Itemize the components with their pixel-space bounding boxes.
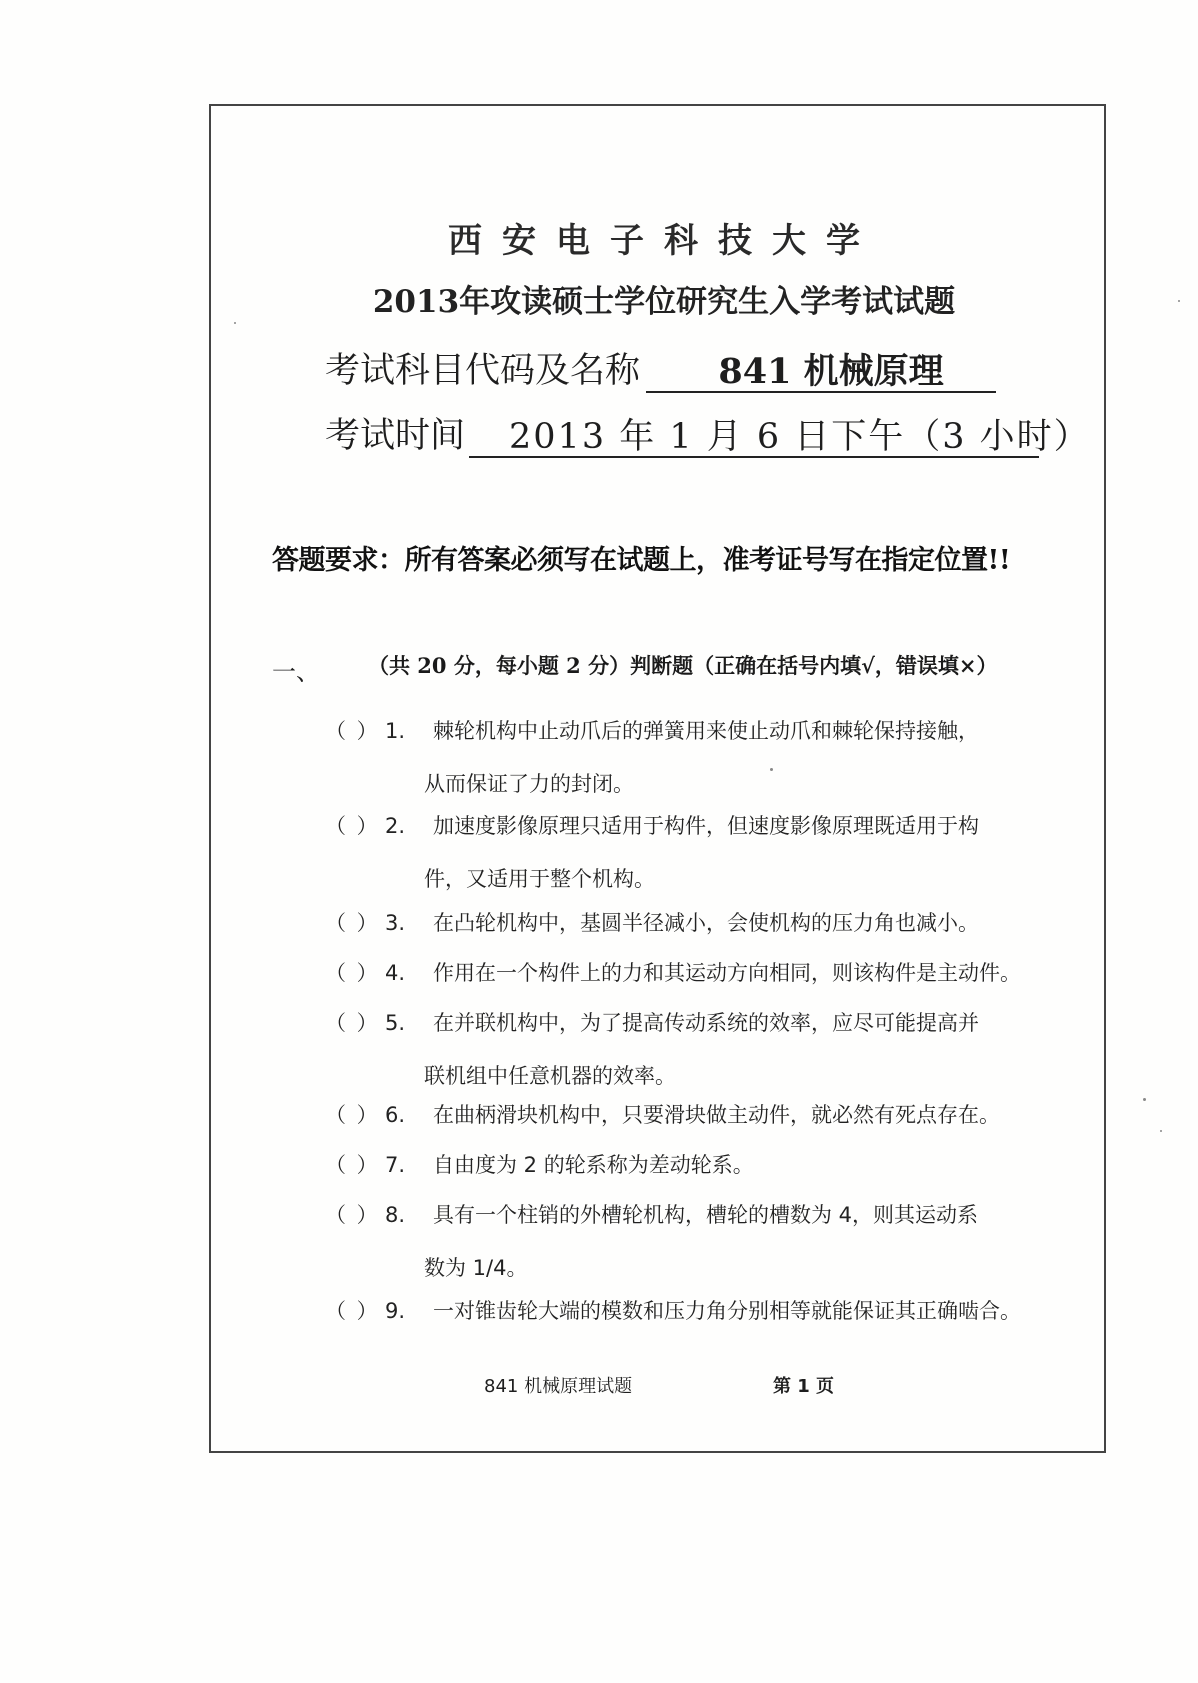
scan-speck	[234, 322, 236, 324]
question-text: 具有一个柱销的外槽轮机构，槽轮的槽数为 4，则其运动系	[433, 1203, 979, 1227]
answer-bracket[interactable]: （ ）	[325, 911, 380, 935]
scan-speck	[770, 768, 773, 771]
question-text: 作用在一个构件上的力和其运动方向相同，则该构件是主动件。	[433, 961, 1021, 985]
question-text-continued: 件，又适用于整个机构。	[424, 867, 655, 891]
subject-value: 841 机械原理	[646, 353, 996, 393]
section-description: （共 20 分，每小题 2 分）判断题（正确在括号内填√，错误填×）	[368, 653, 998, 678]
question-number: 1.	[385, 719, 406, 743]
answer-bracket[interactable]: （ ）	[325, 1011, 380, 1035]
question-number: 3.	[385, 911, 406, 935]
scan-speck	[1143, 1098, 1146, 1101]
question-item	[325, 1202, 978, 1228]
time-row	[325, 408, 1091, 458]
question-text: 棘轮机构中止动爪后的弹簧用来使止动爪和棘轮保持接触，	[433, 719, 979, 743]
question-number: 9.	[385, 1299, 406, 1323]
subject-label: 考试科目代码及名称	[325, 351, 641, 391]
question-text-continued: 数为 1/4。	[424, 1256, 528, 1280]
answer-bracket[interactable]: （ ）	[325, 1153, 380, 1177]
section-number: 一、	[272, 658, 320, 686]
answer-bracket[interactable]: （ ）	[325, 961, 380, 985]
footer-title: 841 机械原理试题	[484, 1376, 633, 1397]
scan-speck	[1160, 1130, 1162, 1132]
question-number: 2.	[385, 814, 406, 838]
question-item	[325, 813, 979, 839]
question-text: 在并联机构中，为了提高传动系统的效率，应尽可能提高并	[433, 1011, 979, 1035]
university-name: 西安电子科技大学	[448, 221, 880, 261]
answer-bracket[interactable]: （ ）	[325, 719, 380, 743]
question-item	[325, 1010, 979, 1036]
question-item	[325, 910, 979, 936]
question-number: 5.	[385, 1011, 406, 1035]
answer-bracket[interactable]: （ ）	[325, 814, 380, 838]
question-number: 4.	[385, 961, 406, 985]
answer-requirement: 答题要求：所有答案必须写在试题上，准考证号写在指定位置!!	[272, 545, 1011, 576]
question-item	[325, 960, 1021, 986]
scan-speck	[1178, 300, 1180, 302]
footer-page-number: 第 1 页	[773, 1376, 835, 1397]
exam-title: 2013年攻读硕士学位研究生入学考试试题	[372, 284, 956, 320]
question-text: 加速度影像原理只适用于构件，但速度影像原理既适用于构	[433, 814, 979, 838]
question-number: 7.	[385, 1153, 406, 1177]
question-number: 8.	[385, 1203, 406, 1227]
question-text-continued: 联机组中任意机器的效率。	[424, 1064, 676, 1088]
question-text: 在曲柄滑块机构中，只要滑块做主动件，就必然有死点存在。	[433, 1103, 1000, 1127]
time-value: 2013 年 1 月 6 日下午（3 小时）	[469, 418, 1039, 458]
question-text: 一对锥齿轮大端的模数和压力角分别相等就能保证其正确啮合。	[433, 1299, 1021, 1323]
time-label: 考试时间	[325, 416, 466, 456]
question-text: 在凸轮机构中，基圆半径减小，会使机构的压力角也减小。	[433, 911, 979, 935]
question-text-continued: 从而保证了力的封闭。	[424, 772, 634, 796]
answer-bracket[interactable]: （ ）	[325, 1299, 380, 1323]
question-item	[325, 1298, 1021, 1324]
question-item	[325, 1152, 754, 1178]
subject-row	[325, 343, 996, 393]
answer-bracket[interactable]: （ ）	[325, 1103, 380, 1127]
question-item	[325, 1102, 1000, 1128]
question-number: 6.	[385, 1103, 406, 1127]
question-item	[325, 718, 979, 744]
question-text: 自由度为 2 的轮系称为差动轮系。	[433, 1153, 754, 1177]
answer-bracket[interactable]: （ ）	[325, 1203, 380, 1227]
